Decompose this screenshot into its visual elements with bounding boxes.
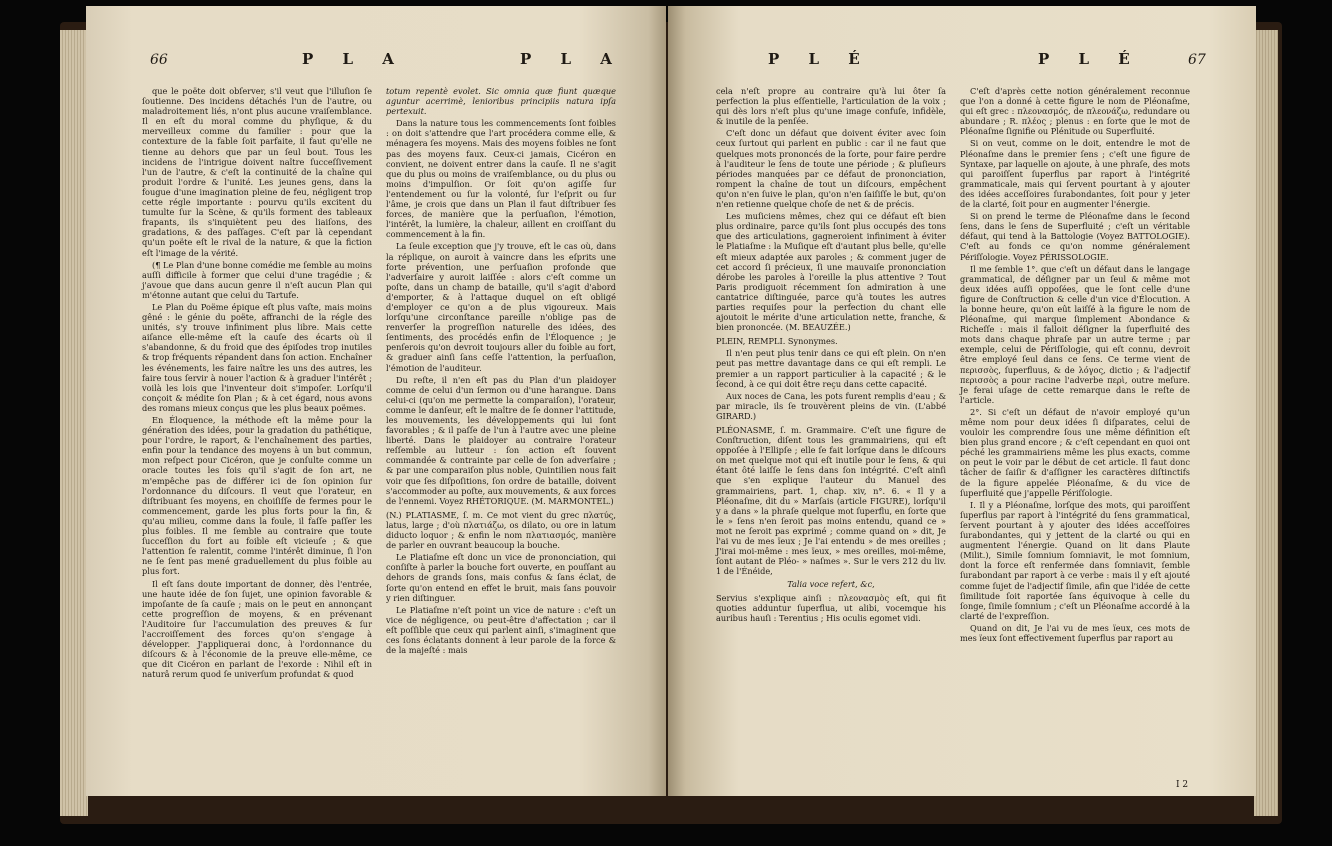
paragraph: totum repentè evolet. Sic omnia quæ fiunt quæque aguntur acerrimè, lenioribus principiis natura ipſa pertexuit. — [386, 86, 616, 117]
paragraph: Dans la nature tous les commencements ſont foibles : on doit s'attendre que l'art procédera comme elle, & ménagera ſes moyens. Mais des moyens foibles ne ſont pas des moyens faux. Ceux-ci jamais, Cicéron en convient, ne doivent entrer dans la cauſe. Il ne s'agit que du plus ou moins de vraiſemblance, ou du plus ou moins d'impulſion. Or ſoit qu'on agiſſe ſur l'entendement ou ſur la volonté, ſur l'eſprit ou ſur l'âme, je crois que dans un Plan il faut diſtribuer ſes forces, de manière que la perſuaſion, l'émotion, l'intérêt, la lumière, la chaleur, aillent en croiſſant du commencement à la fin. — [386, 118, 616, 240]
running-head-left-2: P L A — [520, 50, 624, 68]
running-head-left-1: P L A — [302, 50, 406, 68]
left-page — [86, 6, 666, 796]
paragraph: Si on prend le terme de Pléonaſme dans le ſecond ſens, dans le ſens de Superfluité ; c'eſt un véritable défaut, qui tend à la Battologie (Voyez BATTOLOGIE). C'eſt au fonds ce qu'on nomme généralement Périſſologie. Voyez PÉRISSOLOGIE. — [960, 211, 1190, 262]
paragraph: Du reſte, il n'en eſt pas du Plan d'un plaidoyer comme de celui d'un ſermon ou d'une harangue. Dans celui-ci (qu'on me permette la comparaiſon), l'orateur, comme le danſeur, eſt le maître de ſe donner l'attitude, les mouvements, les développements qui lui ſont favorables ; & il paſſe de l'un à l'autre avec une pleine liberté. Dans le plaidoyer au contraire l'orateur reſſemble au lutteur : ſon action eſt ſouvent commandée & contrainte par celle de ſon adverſaire ; & par une comparaiſon plus noble, Quintilien nous fait voir que ſes diſpoſitions, ſon ordre de bataille, doivent s'accommoder au poſte, aux mouvements, & aux forces de l'ennemi. Voyez RHÉTORIQUE. (M. MARMONTEL.) — [386, 374, 616, 506]
paragraph: Il me ſemble 1°. que c'eſt un défaut dans le langage grammatical, de déſigner par un ſeul & même mot deux idées auſſi oppoſées, que le ſont celle d'une figure de Conſtruction & celle d'un vice d'Élocution. A la bonne heure, qu'on eût laiſſé à la figure le nom de Pléonaſme, qui marque ſimplement Abondance & Richeſſe : mais il falloit déſigner la ſuperfluité des mots dans chaque phraſe par un autre terme ; par exemple, celui de Périſſologie, qui eſt connu, devroit être employé ſeul dans ce ſens. Ce terme vient de περισσὸς, ſuperfluus, & de λόγος, dictio ; & l'adjectif περισσὸς a pour racine l'adverbe περὶ, outre meſure. Je ferai uſage de cette remarque dans le reſte de l'article. — [960, 263, 1190, 405]
running-head-right-1: P L É — [768, 50, 872, 68]
paragraph: cela n'eſt propre au contraire qu'à lui ôter ſa perfection la plus eſſentielle, l'articulation de la voix ; qui dès lors n'eſt plus qu'une image confuſe, infidèle, & inutile de la penſée. — [716, 86, 946, 127]
left-column-1 — [142, 86, 372, 681]
paragraph: Il eſt ſans doute important de donner, dès l'entrée, une haute idée de ſon ſujet, une opinion favorable & impoſante de ſa cauſe ; mais on le peut en annonçant cette progreſſion de moyens, & en prévenant l'Auditoire ſur l'accumulation des preuves & ſur l'accroiſſement des forces qu'on s'engage à développer. J'appliquerai donc, à l'ordonnance du diſcours & à l'économie de la preuve elle-même, ce que dit Cicéron en parlant de l'exorde : Nihil eſt in naturâ rerum quod ſe univerſum profundat & quod — [142, 578, 372, 680]
page-number-right: 67 — [1188, 52, 1206, 68]
entry-plein-rempli: PLEIN, REMPLI. Synonymes. — [716, 336, 838, 347]
paragraph: Le Plan du Poëme épique eſt plus vaſte, mais moins gêné : le génie du poëte, affranchi de la régle des unités, s'y trouve infiniment plus libre. Mais cette aiſance elle-même eſt la cauſe des écarts où il s'abandonne, & du froid que des épiſodes trop inutiles & trop fréquents répandent dans ſon action. Enchaîner les événements, les faire naître les uns des autres, les faire tous ſervir à nouer l'action & à graduer l'intérêt ; voilà les lois que l'inventeur doit s'impoſer. Lorſqu'il conçoit & médite ſon Plan ; & à cet égard, nous avons des romans mieux conçus que les plus beaux poëmes. — [142, 301, 372, 413]
page-edges-right — [1254, 30, 1278, 816]
page-edges-left — [60, 30, 88, 816]
right-column-1 — [716, 86, 946, 625]
paragraph: Si on veut, comme on le doit, entendre le mot de Pléonaſme dans le premier ſens ; c'eſt une figure de Syntaxe, par laquelle on ajoute, à une phraſe, des mots qui paroiſſent ſuperflus par raport à l'intégrité grammaticale, mais qui ſervent pourtant à y ajouter des idées acceſſoires ſurabondantes, ſoit pour y jeter de la clarté, ſoit pour en augmenter l'énergie. — [960, 138, 1190, 210]
paragraph: que le poëte doit obſerver, s'il veut que l'illuſion ſe ſoutienne. Des incidens détachés l'un de l'autre, ou maladroitement liés, n'ont plus aucune vraiſemblance. Il en eſt du moral comme du phyſique, & du merveilleux comme du familier : pour que la contexture de la fable ſoit parfaite, il faut qu'elle ne tienne au dehors que par un ſeul bout. Tous les incidens de l'intrigue doivent naître ſucceſſivement l'un de l'autre, & c'eſt la continuité de la chaîne qui produit l'ordre & l'unité. Les jeunes gens, dans la fougue d'une imagination pleine de feu, négligent trop cette régle importante : pourvu qu'ils excitent du tumulte ſur la Scène, & qu'ils forment des tableaux frapants, ils s'inquiètent peu des liaiſons, des gradations, & des paſſages. C'eſt par là cependant qu'un poëte eſt le rival de la nature, & que la fiction eſt l'image de la vérité. — [142, 86, 372, 258]
right-page — [668, 6, 1256, 796]
paragraph: C'eſt donc un défaut que doivent éviter avec ſoin ceux ſurtout qui parlent en public : car il ne faut que quelques mots prononcés de la ſorte, pour faire perdre à l'auditeur le ſens de toute une période ; & pluſieurs périodes manquées par ce défaut de prononciation, rompent la chaîne de tout un diſcours, empêchent qu'on n'en ſuive le plan, qu'on n'en ſaiſiſſe le but, qu'on n'en retienne quelque choſe de net & de précis. — [716, 128, 946, 210]
paragraph: Le Platiaſme n'eſt point un vice de nature : c'eſt un vice de négligence, ou peut-être d'affectation ; car il eſt poſſible que ceux qui parlent ainſi, s'imaginent que ces ſons éclatants donnent à leur parole de la force & de la majeſté : mais — [386, 604, 616, 656]
signature-mark: I 2 — [1176, 780, 1189, 790]
page-number-left: 66 — [150, 52, 168, 68]
left-column-2 — [386, 86, 616, 657]
paragraph: 2°. Si c'eſt un défaut de n'avoir employé qu'un même nom pour deux idées ſi diſparates, celui de vouloir les comprendre ſous une même définition eſt bien plus grand encore ; & c'eſt cependant en quoi ont péché les grammairiens même les plus exacts, comme on peut le voir par le début de cet article. Il faut donc tâcher de ſaiſir & d'aſſigner les caractères diſtinctifs de la figure appelée Pléonaſme, & du vice de ſuperfluité que j'appelle Périſſologie. — [960, 406, 1190, 498]
paragraph: La ſeule exception que j'y trouve, eſt le cas où, dans la réplique, on auroit à vaincre dans les eſprits une forte prévention, une perſuaſion profonde que l'adverſaire y auroit laiſſée : alors c'eſt comme un poſte, dans un champ de bataille, qu'il s'agit d'abord d'emporter, & à l'attaque duquel on eſt obligé d'employer ce qu'on a de plus vigoureux. Mais lorſqu'une circonſtance pareille n'oblige pas de renverſer la progreſſion naturelle des idées, des ſentiments, des procédés enfin de l'Éloquence ; je penſerois qu'on devroit toujours aller du foible au fort, & graduer ainſi ſans ceſſe l'attention, la perſuaſion, l'émotion de l'auditeur. — [386, 241, 616, 373]
paragraph: Les muſiciens mêmes, chez qui ce défaut eſt bien plus ordinaire, parce qu'ils ſont plus occupés des tons que des articulations, gagneroient infiniment à éviter le Platiaſme : la Muſique eſt d'autant plus belle, qu'elle eſt mieux adaptée aux paroles ; & comment juger de cet accord ſi précieux, ſi une mauvaiſe prononciation dérobe les paroles à l'oreille la plus attentive ? Tout Paris prodiguoit récemment ſon admiration à une cantatrice diſtinguée, parce qu'à toutes les autres parties requiſes pour la perfection du chant elle ajoutoit le mérite d'une articulation nette, franche, & bien prononcée. (M. BEAUZÉE.) — [716, 211, 946, 333]
entry-platiasme: (N.) PLATIASME, ſ. m. Ce mot vient du grec πλατύς, latus, large ; d'où πλατιάζω, os dilato, ou ore in latum diducto loquor ; & enfin le nom πλατιασμός, manière de parler en ouvrant beaucoup la bouche. — [386, 509, 616, 551]
right-column-2 — [960, 86, 1190, 645]
paragraph: Il n'en peut plus tenir dans ce qui eſt plein. On n'en peut pas mettre davantage dans ce qui eſt rempli. Le premier a un rapport particulier à la capacité ; & le ſecond, à ce qui doit être reçu dans cette capacité. — [716, 348, 946, 389]
paragraph: Servius s'explique ainſi : πλεονασμὸς eſt, qui fit quoties adduntur ſuperflua, ut alibi, vocemque his auribus hauſi : Terentius ; His oculis egomet vidi. — [716, 592, 946, 623]
paragraph: Aux noces de Cana, les pots furent remplis d'eau ; & par miracle, ils ſe trouvèrent pleins de vin. (L'abbé GIRARD.) — [716, 390, 946, 421]
running-head-right-2: P L É — [1038, 50, 1142, 68]
entry-pleonasme: PLÉONASME, ſ. m. Grammaire. C'eſt une figure de Conſtruction, diſent tous les grammairiens, qui eſt oppoſée à l'Ellipſe ; elle ſe fait lorſque dans le diſcours on met quelque mot qui eſt inutile pour le ſens, & qui étant ôté laiſſe le ſens dans ſon intégrité. C'eſt ainſi que s'en explique l'auteur du Manuel des grammairiens, part. 1, chap. xiv, n°. 6. « Il y a Pléonaſme, dit du » Marſais (article FIGURE), lorſqu'il y a dans » la phraſe quelque mot ſuperflu, en ſorte que le » ſens n'en ſeroit pas moins entendu, quand ce » mot ne ſeroit pas exprimé ; comme quand on » dit, Je l'ai vu de mes ïeux ; Je l'ai entendu » de mes oreilles ; J'irai moi-même : mes ïeux, » mes oreilles, moi-même, ſont autant de Pléo- » naſmes ». Sur le vers 212 du liv. 1 de l'Énéide, — [716, 425, 946, 577]
paragraph: C'eſt d'après cette notion généralement reconnue que l'on a donné à cette figure le nom de Pléonaſme, qui eſt grec : πλεονασμός, de πλεονάζω, redundare ou abundare ; R. πλέος ; plenus : en ſorte que le mot de Pléonaſme ſignifie ou Plénitude ou Superfluité. — [960, 86, 1190, 137]
paragraph: Le Platiaſme eſt donc un vice de prononciation, qui conſiſte à parler la bouche fort ouverte, en pouſſant au dehors de grands ſons, mais confus & ſans éclat, de ſorte qu'on entend en effet le bruit, mais ſans pouvoir y rien diſtinguer. — [386, 552, 616, 603]
paragraph: I. Il y a Pléonaſme, lorſque des mots, qui paroiſſent ſuperflus par raport à l'intégrité du ſens grammatical, ſervent pourtant à y ajouter des idées acceſſoires ſurabondantes, qui y jettent de la clarté ou qui en augmentent l'énergie. Quand on lit dans Plaute (Milit.), Simile ſomnium ſomniavit, le mot ſomnium, dont la force eſt renfermée dans ſomniavit, ſemble ſurabondant par raport à ce verbe : mais il y eſt ajouté comme ſujet de l'adjectif ſimile, afin que l'idée de cette ſimilitude ſoit raportée ſans équivoque à celle du ſonge, ſimile ſomnium ; c'eſt un Pléonaſme accordé à la clarté de l'expreſſion. — [960, 499, 1190, 621]
paragraph: (¶ Le Plan d'une bonne comédie me ſemble au moins auſſi difficile à former que celui d'une tragédie ; & j'avoue que dans aucun genre il n'eſt aucun Plan qui m'étonne autant que celui du Tartufe. — [142, 259, 372, 300]
paragraph: En Éloquence, la méthode eſt la même pour la génération des idées, pour la gradation du pathétique, pour l'ordre, le raport, & l'enchaînement des parties, enfin pour la tendance des moyens à un but commun, mon reſpect pour Cicéron, que je conſulte comme un oracle toutes les fois qu'il s'agit de ſon art, ne m'empêche pas de différer ici de ſon opinion ſur l'ordonnance du diſcours. Il veut que l'orateur, en diſtribuant ſes moyens, en choiſiſſe de fermes pour le commencement, garde les plus forts pour la fin, & qu'au milieu, comme dans la foule, il faſſe paſſer les plus foibles. Il me ſemble au contraire que toute ſucceſſion du fort au foible eſt vicieuſe ; & que l'attention ſe ralentit, comme l'intérêt diminue, ſi l'on ne ſe ſent pas mené graduellement du plus foible au plus fort. — [142, 415, 372, 577]
paragraph: Quand on dit, Je l'ai vu de mes ïeux, ces mots de mes ïeux ſont effectivement ſuperflus par raport au — [960, 622, 1190, 643]
quotation: Talia voce refert, &c, — [787, 579, 875, 590]
